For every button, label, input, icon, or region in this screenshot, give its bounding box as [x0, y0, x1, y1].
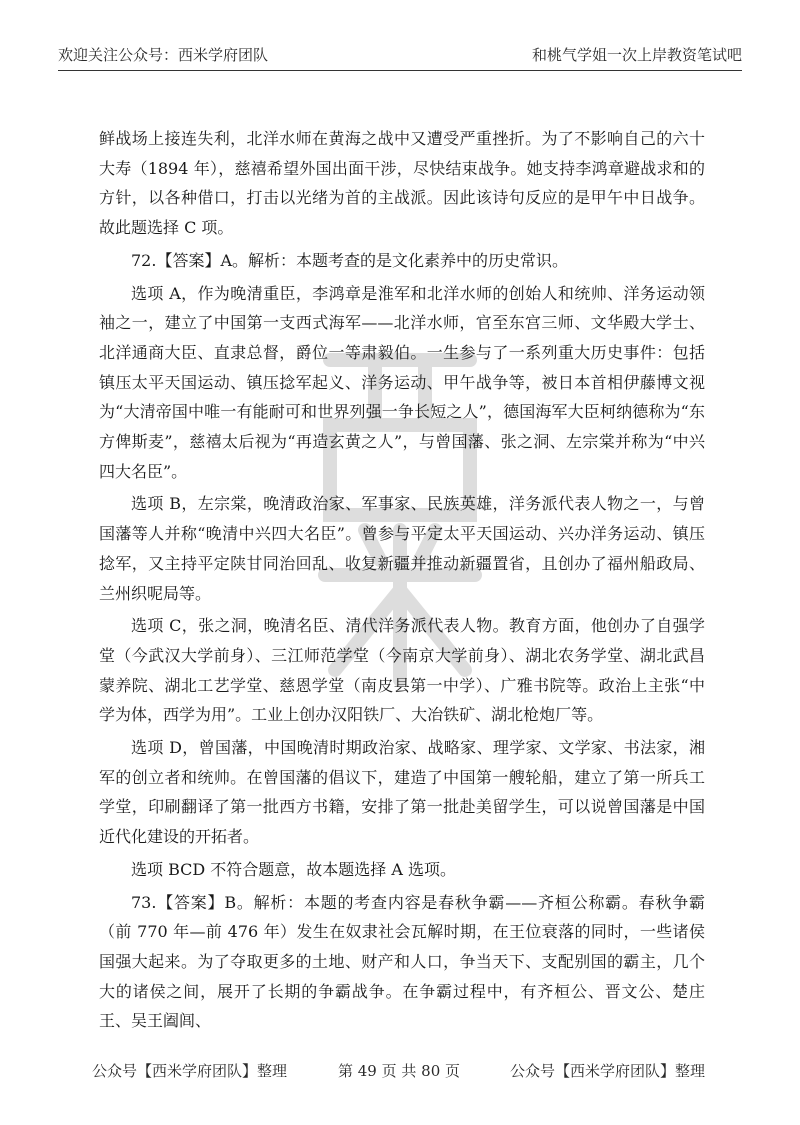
footer-left-text: 公众号【西米学府团队】整理: [92, 1062, 288, 1080]
paragraph-option-d: 选项 D，曾国藩，中国晚清时期政治家、战略家、理学家、文学家、书法家，湘军的创立者和统帅。在曾国藩的倡议下，建造了中国第一艘轮船，建立了第一所兵工学堂，印刷翻译了第一批西方书籍，安排了第一批赴美留学生，可以说曾国藩是中国近代化建设的开拓者。: [99, 738, 705, 847]
paragraph-option-b: 选项 B，左宗棠，晚清政治家、军事家、民族英雄，洋务派代表人物之一，与曾国藩等人并称“晚清中兴四大名臣”。曾参与平定太平天国运动、兴办洋务运动、镇压捻军，又主持平定陕甘同治回乱、收复新疆并推动新疆置省，且创办了福州船政局、兰州织呢局等。: [99, 494, 705, 603]
paragraph-q72-answer: 72.【答案】A。解析：本题考查的是文化素养中的历史常识。: [131, 250, 569, 270]
paragraph-option-a: 选项 A，作为晚清重臣，李鸿章是淮军和北洋水师的创始人和统帅、洋务运动领袖之一，建立了中国第一支西式海军——北洋水师，官至东宫三师、文华殿大学士、北洋通商大臣、直隶总督，爵位一等肃毅伯。一生参与了一系列重大历史事件：包括镇压太平天国运动、镇压捻军起义、洋务运动、甲午战争等，被日本首相伊藤博文视为“大清帝国中唯一有能耐可和世界列强一争长短之人”，德国海军大臣柯纳德称为“东方俾斯麦”，慈禧太后视为“再造玄黄之人”，与曾国藩、张之洞、左宗棠并称为“中兴四大名臣”。: [99, 283, 705, 481]
header-right-text: 和桃气学姐一次上岸教资笔试吧: [531, 46, 742, 64]
paragraph-q73-answer: 73.【答案】B。解析：本题的考查内容是春秋争霸——齐桓公称霸。春秋争霸（前 770 年—前 476 年）发生在奴隶社会瓦解时期，在王位衰落的同时，一些诸侯国强大起来。为了夺取更多的土地、财产和人口，争当天下、支配别国的霸主，几个大的诸侯之间，展开了长期的争霸战争。在争霸过程中，有齐桓公、晋文公、楚庄王、吴王阖闾、: [99, 892, 705, 1031]
header-divider: [58, 70, 742, 71]
header-left-text: 欢迎关注公众号：西米学府团队: [58, 46, 269, 64]
paragraph-option-c: 选项 C，张之洞，晚清名臣、清代洋务派代表人物。教育方面，他创办了自强学堂（今武汉大学前身）、三江师范学堂（今南京大学前身）、湖北农务学堂、湖北武昌蒙养院、湖北工艺学堂、慈恩学堂（南皮县第一中学）、广雅书院等。政治上主张“中学为体，西学为用”。工业上创办汉阳铁厂、大冶铁矿、湖北枪炮厂等。: [99, 616, 705, 725]
paragraph-continuation: 鲜战场上接连失利，北洋水师在黄海之战中又遭受严重挫折。为了不影响自己的六十大寿（1894 年），慈禧希望外国出面干涉，尽快结束战争。她支持李鸿章避战求和的方针，以各种借口，打击以光绪为首的主战派。因此该诗句反应的是甲午中日战争。故此题选择 C 项。: [99, 129, 705, 238]
document-body: [99, 124, 705, 1039]
page-header: [58, 44, 742, 68]
paragraph-conclusion: 选项 BCD 不符合题意，故本题选择 A 选项。: [131, 859, 457, 879]
page-number: 第 49 页 共 80 页: [338, 1062, 461, 1080]
footer-right-text: 公众号【西米学府团队】整理: [510, 1062, 706, 1080]
